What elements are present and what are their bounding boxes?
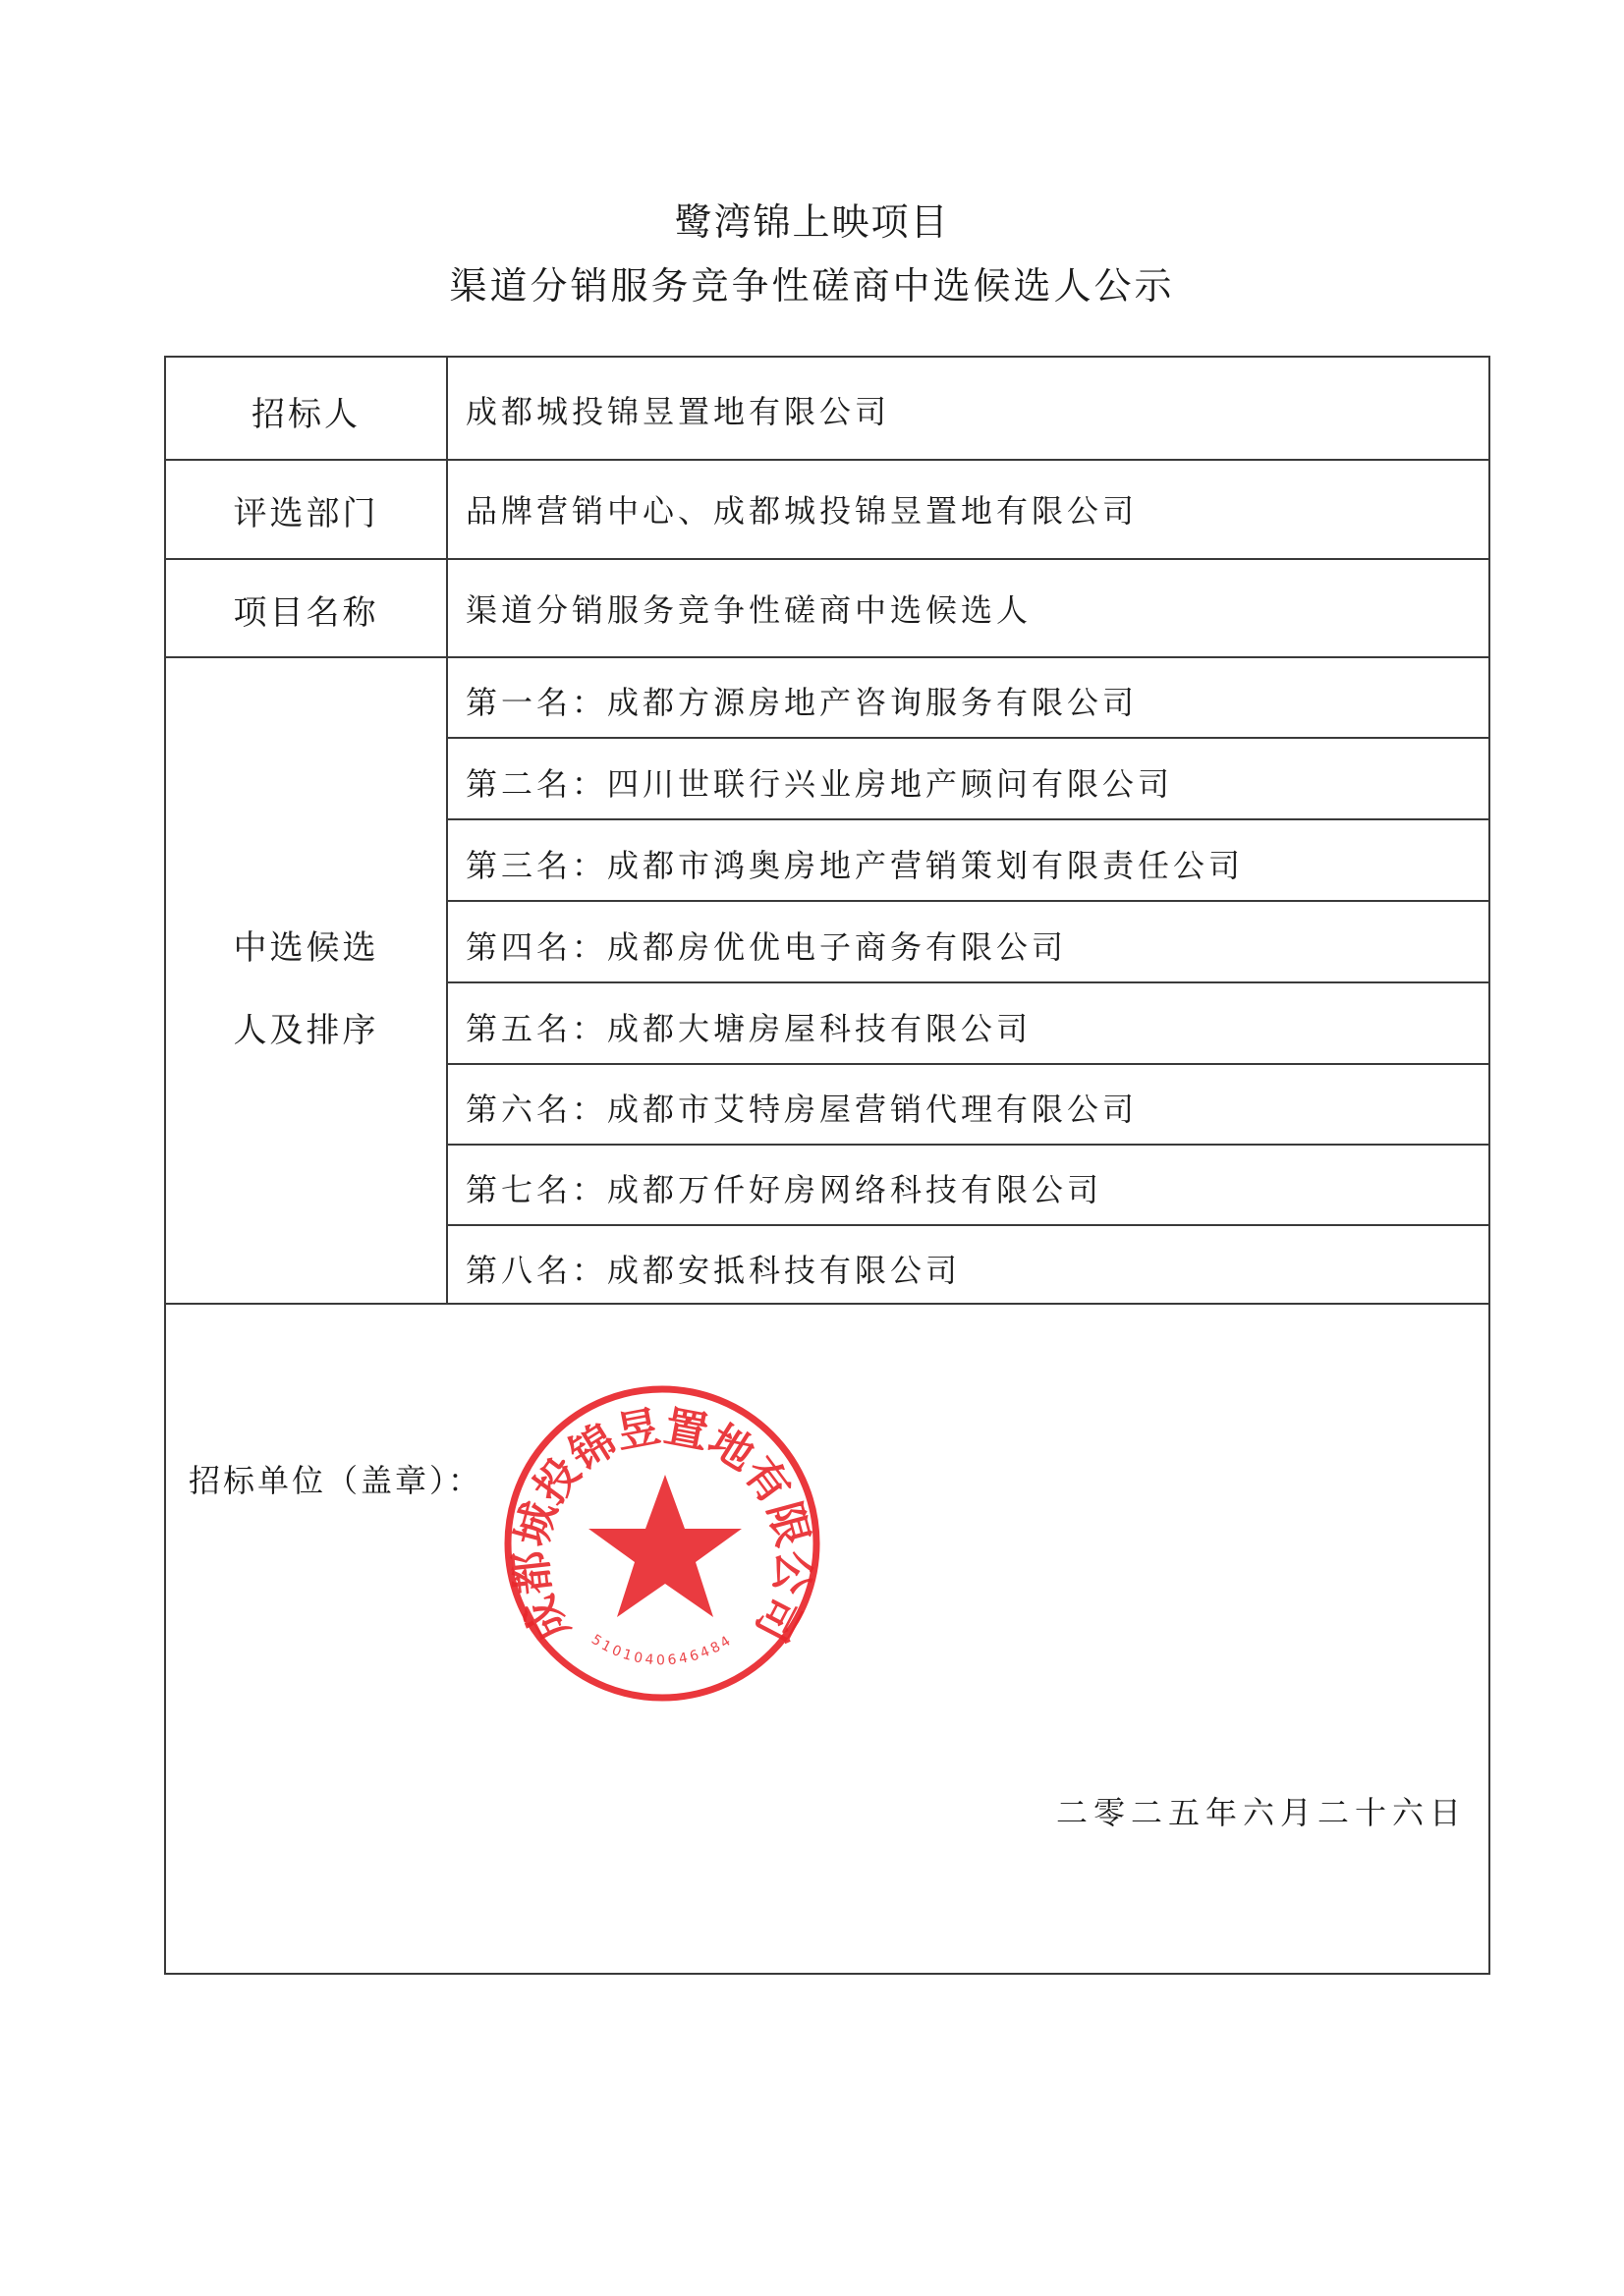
label-evaluation-dept: 评选部门 [233,494,379,533]
svg-text:5101040646484 [588,1632,736,1668]
row-divider [166,656,1488,658]
label-candidates-line1: 中选候选 [233,928,379,968]
stamp-number: 5101040646484 [588,1631,737,1669]
row-divider [446,1063,1488,1065]
value-evaluation-dept: 品牌营销中心、成都城投锦昱置地有限公司 [466,492,1139,530]
candidate-3: 第三名：成都市鸿奥房地产营销策划有限责任公司 [466,847,1245,884]
row-divider [166,459,1488,461]
row-divider [166,1303,1488,1305]
value-project-name: 渠道分销服务竞争性磋商中选候选人 [466,591,1033,629]
candidate-7: 第七名：成都万仟好房网络科技有限公司 [466,1171,1103,1208]
announcement-date: 二零二五年六月二十六日 [1055,1794,1467,1831]
row-divider [446,818,1488,820]
row-divider [446,900,1488,902]
candidate-1: 第一名：成都方源房地产咨询服务有限公司 [466,684,1139,721]
candidate-2: 第二名：四川世联行兴业房地产顾问有限公司 [466,765,1174,803]
signature-label: 招标单位（盖章）： [189,1462,483,1499]
column-divider [446,358,448,1303]
star-icon [588,1475,742,1617]
row-divider [446,737,1488,739]
candidate-4: 第四名：成都房优优电子商务有限公司 [466,928,1068,966]
row-divider [166,558,1488,560]
row-divider [446,981,1488,983]
document-title-line1: 鹭湾锦上映项目 [674,200,950,244]
document-title-line2: 渠道分销服务竞争性磋商中选候选人公示 [449,264,1175,308]
candidate-6: 第六名：成都市艾特房屋营销代理有限公司 [466,1091,1139,1128]
row-divider [446,1144,1488,1146]
announcement-table [164,356,1490,1975]
row-divider [446,1224,1488,1226]
label-project-name: 项目名称 [233,593,379,633]
candidate-5: 第五名：成都大塘房屋科技有限公司 [466,1010,1033,1047]
stamp-text: 成都城投锦昱置地有限公司 [505,1401,819,1650]
candidate-8: 第八名：成都安抵科技有限公司 [466,1252,962,1289]
label-tenderer: 招标人 [252,395,361,434]
value-tenderer: 成都城投锦昱置地有限公司 [466,393,891,430]
company-seal-stamp [500,1381,824,1706]
label-candidates-line2: 人及排序 [233,1011,379,1050]
